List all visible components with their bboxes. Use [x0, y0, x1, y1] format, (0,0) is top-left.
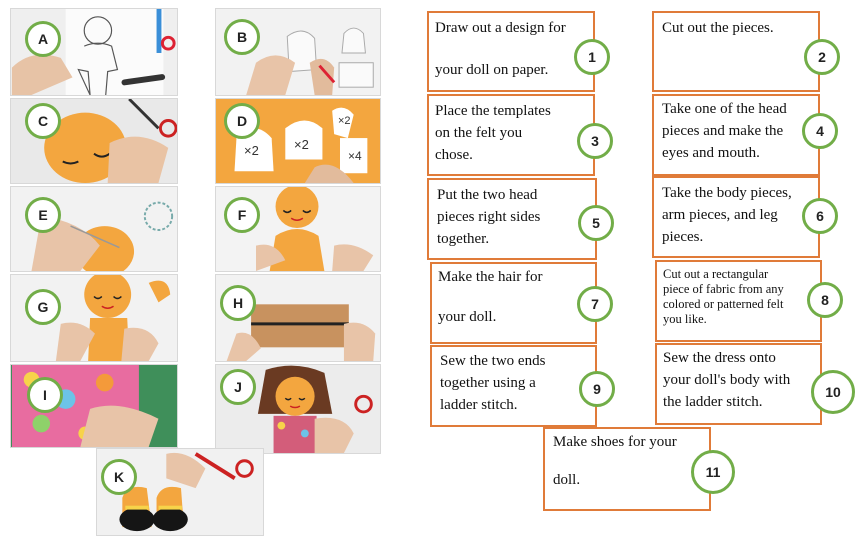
photo-j	[215, 364, 381, 454]
step-8-text	[663, 267, 784, 327]
photo-label-c: C	[25, 103, 61, 139]
step-number-2: 2	[804, 39, 840, 75]
felt-template-count: ×2	[338, 115, 351, 127]
photo-f	[215, 186, 381, 272]
step-number-8: 8	[807, 282, 843, 318]
step-card-8	[655, 260, 829, 342]
step-line: pieces right sides	[437, 209, 541, 225]
step-number-11: 11	[691, 450, 735, 494]
step-line: Put the two head	[437, 187, 538, 203]
step-line: your doll's body with	[663, 372, 791, 388]
step-line: Cut out the pieces.	[662, 20, 774, 36]
step-card-10	[655, 343, 841, 425]
step-card-11	[543, 427, 721, 511]
step-2-text	[662, 17, 774, 39]
step-number-7: 7	[577, 286, 613, 322]
photo-label-a: A	[25, 21, 61, 57]
photo-a	[10, 8, 178, 96]
step-line: the ladder stitch.	[663, 394, 763, 410]
step-card-9	[430, 345, 601, 427]
step-card-1	[427, 11, 595, 92]
step-10-text	[663, 347, 790, 413]
step-line: together using a	[440, 375, 536, 391]
step-line: chose.	[435, 147, 473, 163]
photo-label-k: K	[101, 459, 137, 495]
photo-e	[10, 186, 178, 272]
step-number-5: 5	[578, 205, 614, 241]
step-line: Make the hair for	[438, 269, 543, 285]
step-line: Take one of the head	[662, 101, 787, 117]
photo-h	[215, 274, 381, 362]
step-3-text	[435, 100, 551, 166]
step-4-text	[662, 98, 787, 164]
photo-label-g: G	[25, 289, 61, 325]
step-card-5	[427, 178, 600, 260]
step-line: your doll on paper.	[435, 62, 549, 78]
step-line: your doll.	[438, 309, 497, 325]
step-line: colored or patterned felt	[663, 297, 784, 311]
step-line: eyes and mouth.	[662, 145, 760, 161]
step-line: on the felt you	[435, 125, 523, 141]
photo-c	[10, 98, 178, 184]
step-line: pieces.	[662, 229, 704, 245]
photo-k	[96, 448, 264, 536]
step-line: you like.	[663, 312, 707, 326]
photo-label-h: H	[220, 285, 256, 321]
step-line: Sew the two ends	[440, 353, 546, 369]
step-line: Cut out a rectangular	[663, 267, 769, 281]
step-11-text	[553, 431, 677, 491]
step-1-text	[435, 17, 566, 81]
felt-template-count: ×2	[294, 137, 309, 152]
step-number-9: 9	[579, 371, 615, 407]
photo-label-b: B	[224, 19, 260, 55]
step-line: Draw out a design for	[435, 20, 566, 36]
step-line: doll.	[553, 472, 581, 488]
photo-label-e: E	[25, 197, 61, 233]
step-number-4: 4	[802, 113, 838, 149]
step-line: piece of fabric from any	[663, 282, 784, 296]
step-number-10: 10	[811, 370, 855, 414]
step-card-2	[652, 11, 826, 92]
step-5-text	[437, 184, 540, 250]
step-card-4	[652, 94, 824, 176]
step-line: Take the body pieces,	[662, 185, 792, 201]
step-line: together.	[437, 231, 490, 247]
step-line: Sew the dress onto	[663, 350, 776, 366]
photo-d	[215, 98, 381, 184]
step-line: ladder stitch.	[440, 397, 518, 413]
photo-b	[215, 8, 381, 96]
step-7-text	[438, 266, 543, 328]
felt-template-count: ×4	[348, 149, 362, 163]
step-line: Make shoes for your	[553, 434, 677, 450]
step-number-1: 1	[574, 39, 610, 75]
step-number-6: 6	[802, 198, 838, 234]
step-card-6	[652, 176, 824, 258]
step-9-text	[440, 350, 545, 416]
photo-label-f: F	[224, 197, 260, 233]
step-line: pieces and make the	[662, 123, 784, 139]
felt-template-count: ×2	[244, 143, 259, 158]
step-line: arm pieces, and leg	[662, 207, 778, 223]
step-6-text	[662, 182, 792, 248]
photo-i	[10, 364, 178, 448]
photo-label-j: J	[220, 369, 256, 405]
step-number-3: 3	[577, 123, 613, 159]
photo-label-d: D	[224, 103, 260, 139]
photo-label-i: I	[27, 377, 63, 413]
step-card-7	[430, 262, 597, 344]
step-line: Place the templates	[435, 103, 551, 119]
photo-g	[10, 274, 178, 362]
step-card-3	[427, 94, 599, 176]
